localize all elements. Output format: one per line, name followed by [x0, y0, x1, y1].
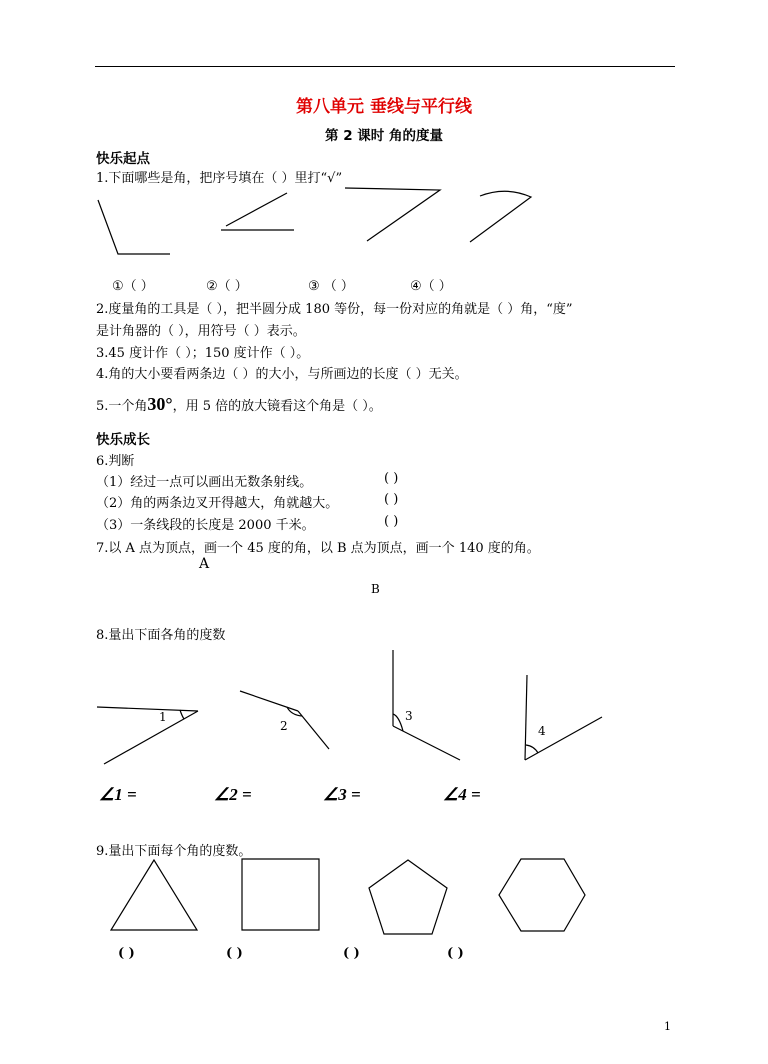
q5-angle-value: 30° — [147, 394, 173, 414]
question-9: 9.量出下面每个角的度数。 — [96, 844, 252, 859]
point-b-label: B — [371, 582, 380, 596]
section-heading-happy-growth: 快乐成长 — [96, 432, 150, 448]
q9-answer-4[interactable]: ( ) — [447, 946, 464, 961]
q9-answer-3[interactable]: ( ) — [343, 946, 360, 961]
point-a-label: A — [199, 556, 210, 572]
angle-3-number: 3 — [405, 709, 413, 723]
q1-option-4[interactable]: ④（ ） — [410, 279, 452, 294]
angle-4-answer-label: ∠4 = — [443, 785, 481, 804]
angle-1-answer-label: ∠1 = — [99, 785, 137, 804]
question-2-line-2: 是计角器的（ ），用符号（ ）表示。 — [96, 324, 306, 339]
triangle-shape — [111, 860, 197, 930]
q6-item-3: （3）一条线段的长度是 2000 千米。 — [96, 518, 315, 533]
q1-option-3[interactable]: ③ （ ） — [308, 279, 354, 294]
q1-option-2[interactable]: ②（ ） — [206, 279, 248, 294]
lesson-subtitle: 第 2 课时 角的度量 — [325, 128, 443, 144]
q6-item-2: （2）角的两条边叉开得越大，角就越大。 — [96, 496, 339, 511]
q5-prefix: 5.一个角 — [96, 399, 148, 414]
pentagon-shape — [369, 860, 447, 934]
question-4: 4.角的大小要看两条边（ ）的大小，与所画边的长度（ ）无关。 — [96, 367, 468, 382]
q6-answer-3[interactable]: ( ) — [384, 514, 399, 529]
hexagon-shape — [499, 859, 585, 931]
angle-2-number: 2 — [280, 719, 288, 733]
angle-3-answer-label: ∠3 = — [323, 785, 361, 804]
q9-answer-1[interactable]: ( ) — [118, 946, 135, 961]
question-6: 6.判断 — [96, 454, 135, 469]
q6-answer-1[interactable]: ( ) — [384, 471, 399, 486]
angle-1-number: 1 — [159, 710, 167, 724]
angle-2-answer-label: ∠2 = — [214, 785, 252, 804]
question-8: 8.量出下面各角的度数 — [96, 628, 226, 643]
q1-option-1[interactable]: ①（ ） — [112, 279, 154, 294]
square-shape — [242, 859, 319, 930]
question-2-line-1: 2.度量角的工具是（ ），把半圆分成 180 等份，每一份对应的角就是（ ）角，“度” — [96, 302, 573, 317]
q9-answer-2[interactable]: ( ) — [226, 946, 243, 961]
question-3: 3.45 度计作（ ）；150 度计作（ ）。 — [96, 346, 310, 361]
question-1: 1.下面哪些是角，把序号填在（ ）里打“√” — [96, 171, 343, 186]
page-number: 1 — [664, 1020, 671, 1033]
question-7: 7.以 A 点为顶点，画一个 45 度的角，以 B 点为顶点，画一个 140 度的角。 — [96, 541, 540, 556]
section-heading-happy-start: 快乐起点 — [96, 151, 150, 167]
q5-suffix: ，用 5 倍的放大镜看这个角是（ ）。 — [172, 399, 382, 414]
angle-4-number: 4 — [538, 724, 546, 738]
page-title: 第八单元 垂线与平行线 — [296, 97, 472, 117]
q6-item-1: （1）经过一点可以画出无数条射线。 — [96, 475, 313, 490]
q6-answer-2[interactable]: ( ) — [384, 492, 399, 507]
